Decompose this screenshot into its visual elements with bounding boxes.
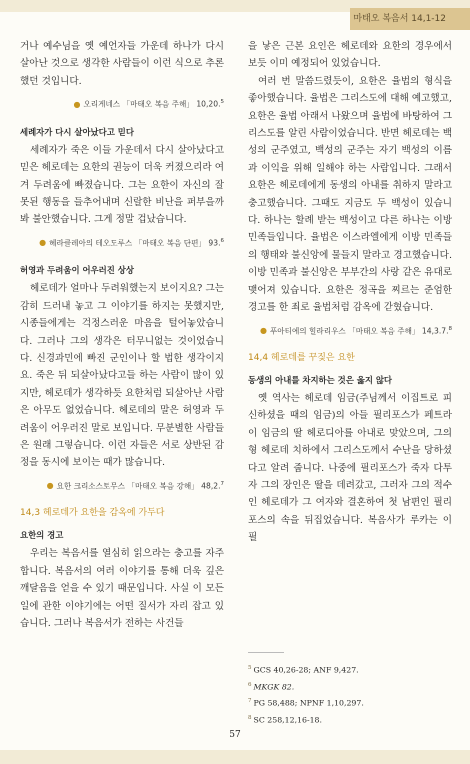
page-number: 57 <box>229 730 241 740</box>
left-subheading-1: 세례자가 다시 살아났다고 믿다 <box>20 126 134 137</box>
citation-bullet-icon: ● <box>259 326 267 336</box>
citation-bullet-icon: ● <box>46 481 54 491</box>
running-title: 마태오 복음서 14,1-12 <box>353 14 446 24</box>
right-paragraph-3: 옛 역사는 헤로데 임금(주님께서 이집트로 피신하셨을 때의 임금)의 아들 필리포스가 페트라이 임금의 딸 헤로디아를 아내로 맞았으며, 그의 형 헤로데 치하에서 그리스도께서 수난을 당하셨다고 알려 줍니다. 나중에 필리포스가 죽자 다투자 그의 장인은 딸을 데려갔고, 그러자 그의 적수인 헤로데가 그 여자와 결혼하여 첫 남편인 필리포스의 속을 뒤집었습니다. 복음사가 루카는 이 필 <box>248 393 452 544</box>
right-column <box>248 38 452 547</box>
left-subheading-2: 허영과 두려움이 어우러진 상상 <box>20 265 134 276</box>
right-subheading-1: 동생의 아내를 차지하는 것은 옳지 않다 <box>248 375 393 386</box>
footnote-rule <box>248 652 284 653</box>
left-subheading-3: 요한의 경고 <box>20 530 64 541</box>
footer-bar <box>0 750 470 764</box>
right-paragraph-1: 을 낳은 근본 요인은 헤로데와 요한의 경우에서 보듯 이미 예정되어 있었습니다. <box>248 41 452 70</box>
left-citation-1: ● 오리게네스 「마태오 복음 주해」 10,20.$^5$ <box>73 99 224 109</box>
left-column <box>20 38 224 632</box>
footnote-7: $^7$ PG 58,488; NPNF 1,10,297. <box>248 698 364 708</box>
left-paragraph-3: 헤로데가 얼마나 두려워했는지 보이지요? 그는 감히 드러내 놓고 그 이야기를 하지는 못했지만, 시종들에게는 걱정스러운 마음을 털어놓았습니다. 그러나 그의 생각은 터무니없는 것이었습니다. 신경과민에 빠진 군인이나 할 법한 생각이지요. 죽은 뒤 되살아났다고들 하는 사람이 많이 있지만, 헤로데가 생각하듯 요한처럼 되살아난 사람은 아무도 없었습니다. 헤로데의 말은 허영과 두려움이 어우러진 말로 보입니다. 무분별한 사람들은 원래 그렇습니다. 이런 자들은 서로 상반된 감정을 동시에 보이는 때가 많습니다. <box>20 283 224 469</box>
right-paragraph-2: 여러 번 말씀드렸듯이, 요한은 율법의 형식을 좋아했습니다. 율법은 그리스도에 대해 예고했고, 요한은 율법 아래서 나왔으며 율법에 바탕하여 그리스도를 알린 사람이었습니다. 반면 헤로데는 백성의 군주였고, 백성의 군주는 자기 백성의 이름과 이익을 위해 일해야 하는 사람입니다. 그래서 요한은 헤로데에게 동생의 아내를 취하지 말라고 충고했습니다. 그때도 지금도 두 백성이 있습니다. 하나는 할례 받는 백성이고 다른 하나는 이방 민족들입니다. 율법은 이스라엘에게 이방 민족들의 행태와 불신앙에 물들지 말라고 경고했습니다. 이방 민족과 불신앙은 부부간의 사랑 같은 유대로 맺어져 있습니다. 요한은 정곡을 찌르는 준엄한 경고를 한 죄로 율법처럼 감옥에 갇혔습니다. <box>248 75 452 314</box>
footnote-6: $^6$ MKGK 82. <box>248 681 295 692</box>
left-paragraph-4: 우리는 복음서를 열심히 읽으라는 충고를 자주 합니다. 복음서의 여러 이야기를 통해 더욱 깊은 깨달음을 얻을 수 있기 때문입니다. 사실 이 모든 일에 관한 이야기에는 어떤 질서가 자리 잡고 있습니다. 그러나 복음서가 전하는 사건들 <box>20 548 224 629</box>
left-citation-2: ● 헤라클레아의 테오도루스 「마태오 복음 단편」 93.$^6$ <box>39 237 224 248</box>
footnotes <box>248 652 452 727</box>
left-citation-3: ● 요한 크리소스토무스 「마태오 복음 강해」 48,2.$^7$ <box>46 480 224 491</box>
left-section-heading: 14,3 헤로데가 요한을 감옥에 가두다 <box>20 508 165 519</box>
citation-bullet-icon: ● <box>73 99 81 109</box>
left-paragraph-2: 세례자가 죽은 이들 가운데서 다시 살아났다고 믿은 헤로데는 요한의 권능이 더욱 커졌으리라 여겨 두려움에 빠졌습니다. 그는 요한이 자신의 잘못된 행동을 들추어내며 신랄한 비난을 퍼부을까 봐 불안했습니다. 그게 정말 겁났습니다. <box>20 144 224 226</box>
footnote-8: $^8$ SC 258,12,16-18. <box>248 714 323 725</box>
footnote-5: $^5$ GCS 40,26-28; ANF 9,427. <box>248 665 359 675</box>
citation-bullet-icon: ● <box>39 238 47 248</box>
right-section-heading: 14,4 헤로데를 꾸짖은 요한 <box>248 353 355 364</box>
left-paragraph-1: 거나 예수님을 옛 예언자들 가운데 하나가 다시 살아난 것으로 생각한 사람들이 이런 식으로 추론했던 것입니다. <box>20 41 224 87</box>
right-citation-1: ● 푸아티에의 힐라리우스 「마태오 복음 주해」 14,3.7.$^8$ <box>259 325 452 336</box>
